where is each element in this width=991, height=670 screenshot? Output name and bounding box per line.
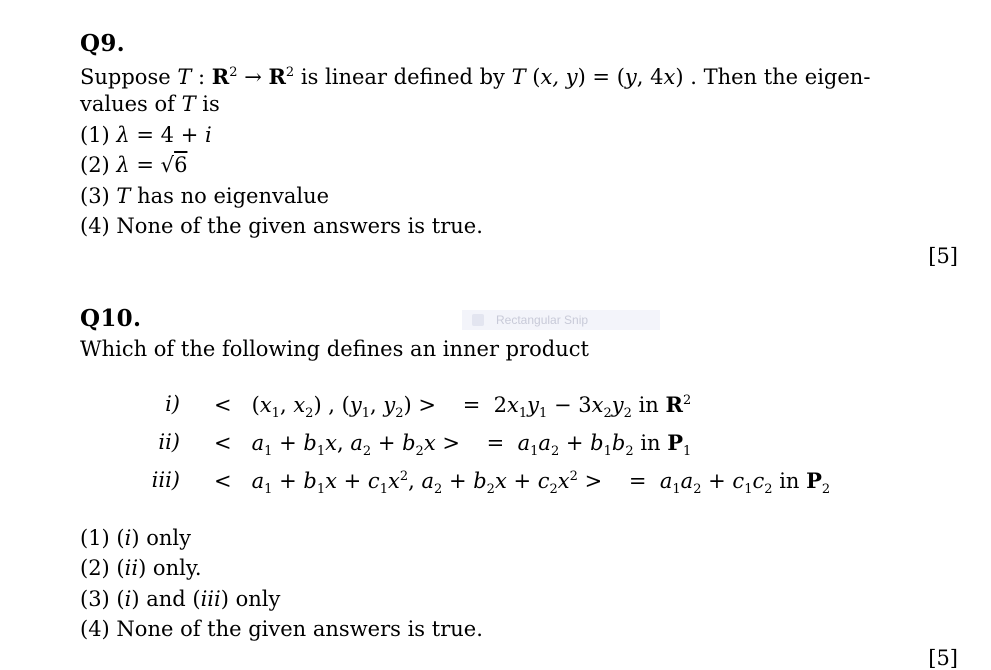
question-9 xyxy=(80,30,961,57)
option-1: (1) λ = 4 + i xyxy=(80,123,212,147)
question-title: Q9. xyxy=(80,30,125,57)
option-1: (1) (i) only xyxy=(80,526,191,550)
question-title: Q10. xyxy=(80,305,142,332)
marks-label: [5] xyxy=(928,244,958,268)
option-3: (3) T has no eigenvalue xyxy=(80,184,330,208)
option-4: (4) None of the given answers is true. xyxy=(80,214,483,238)
snip-label: Rectangular Snip xyxy=(496,313,589,327)
marks-label: [5] xyxy=(928,646,958,670)
option-3: (3) (i) and (iii) only xyxy=(80,587,281,611)
question-stem-line-1: Suppose T : $R^2 \to R^2$ is linear defined by T (x, y) = (y, 4x) . Then the eigen- xyxy=(80,64,871,89)
option-2: (2) λ = √6 xyxy=(80,153,188,177)
question-stem: Which of the following defines an inner product xyxy=(80,337,589,361)
option-4: (4) None of the given answers is true. xyxy=(80,617,483,641)
item-label: iii) xyxy=(151,468,180,492)
question-10 xyxy=(80,305,961,332)
question-stem-line-2: values of T is xyxy=(80,92,220,116)
item-label: i) xyxy=(165,392,180,416)
item-label: ii) xyxy=(158,430,180,454)
option-2: (2) (ii) only. xyxy=(80,556,202,580)
